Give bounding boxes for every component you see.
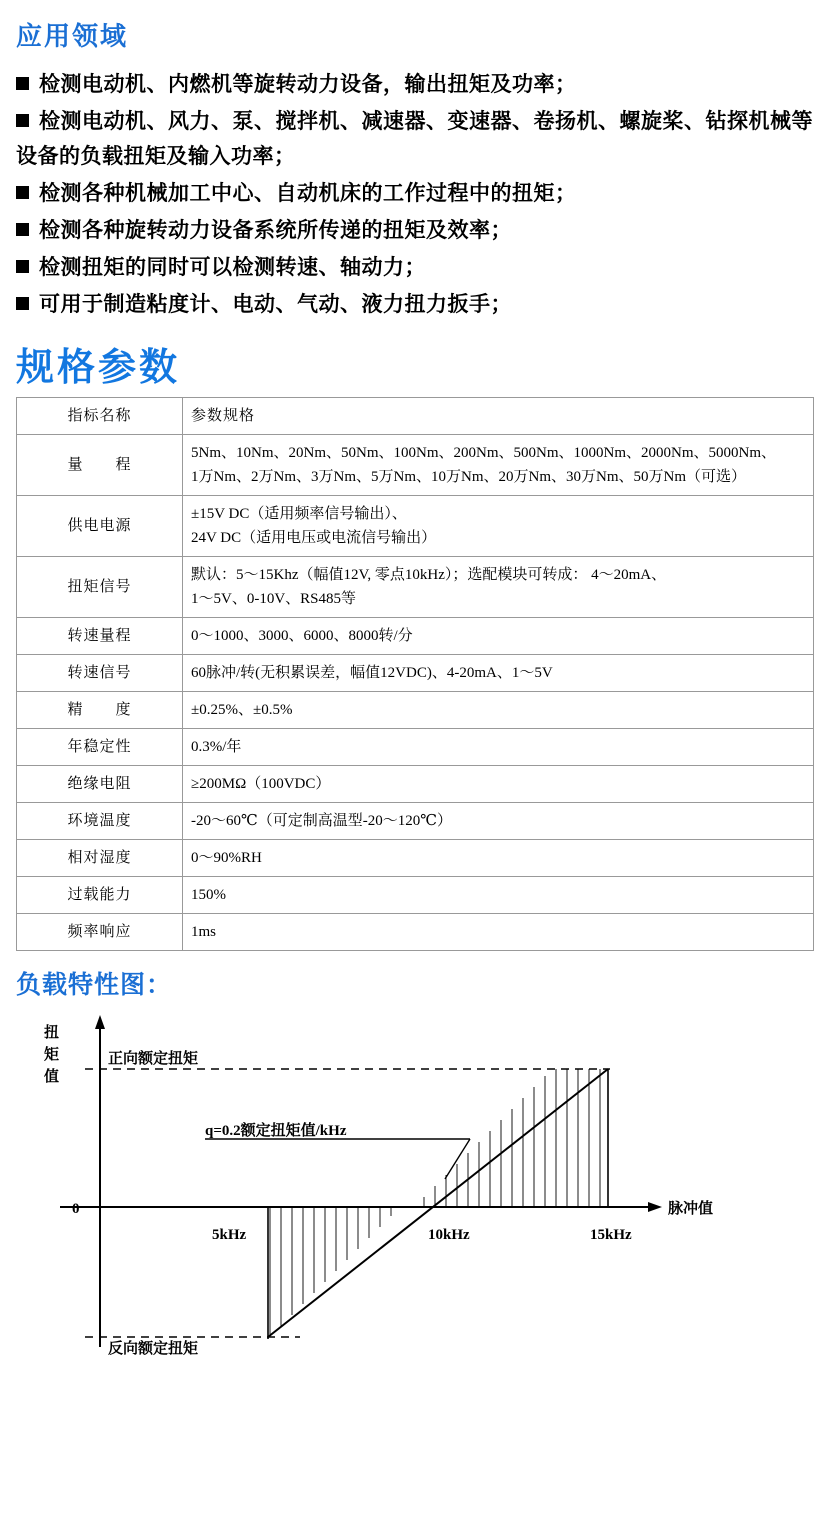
list-item bbox=[16, 213, 814, 248]
spec-table bbox=[16, 397, 814, 951]
x-axis-label: 脉冲值 bbox=[668, 1201, 714, 1217]
table-row bbox=[17, 729, 814, 766]
list-item-text: 可用于制造粘度计、电动、气动、液力扭力扳手； bbox=[39, 292, 512, 316]
x-tick-10khz: 10kHz bbox=[428, 1227, 470, 1243]
row-label: 绝缘电阻 bbox=[17, 766, 183, 803]
row-label: 相对湿度 bbox=[17, 840, 183, 877]
row-label: 环境温度 bbox=[17, 803, 183, 840]
x-tick-5khz: 5kHz bbox=[212, 1227, 247, 1243]
row-value: 150% bbox=[183, 877, 814, 914]
applications-heading: 应用领域 bbox=[16, 21, 129, 51]
row-value: 0～1000、3000、6000、8000转/分 bbox=[183, 618, 814, 655]
chart-heading: 负载特性图： bbox=[16, 971, 173, 999]
list-item bbox=[16, 104, 814, 174]
slope-annotation-label: q=0.2额定扭矩值/kHz bbox=[205, 1123, 347, 1139]
slope-annotation-pointer bbox=[445, 1139, 470, 1179]
negative-rated-torque-label: 反向额定扭矩 bbox=[108, 1341, 199, 1357]
positive-rated-torque-label: 正向额定扭矩 bbox=[108, 1051, 199, 1067]
row-value-line: 1～5V、0-10V、RS485等 bbox=[191, 591, 357, 607]
row-label: 精 度 bbox=[17, 692, 183, 729]
square-bullet-icon bbox=[16, 77, 29, 90]
row-value-line: ±15V DC（适用频率信号输出）、 bbox=[191, 506, 407, 522]
row-value: 1ms bbox=[183, 914, 814, 951]
table-row bbox=[17, 435, 814, 496]
row-label: 频率响应 bbox=[17, 914, 183, 951]
table-header-value: 参数规格 bbox=[183, 398, 814, 435]
row-value bbox=[183, 496, 814, 557]
square-bullet-icon bbox=[16, 223, 29, 236]
row-label: 转速量程 bbox=[17, 618, 183, 655]
list-item-text: 检测各种旋转动力设备系统所传递的扭矩及效率； bbox=[39, 218, 512, 242]
row-value: ±0.25%、±0.5% bbox=[183, 692, 814, 729]
row-value bbox=[183, 435, 814, 496]
row-value: -20～60℃（可定制高温型-20～120℃） bbox=[183, 803, 814, 840]
x-axis-arrow-icon bbox=[648, 1202, 662, 1212]
row-value-line: 1万Nm、2万Nm、3万Nm、5万Nm、10万Nm、20万Nm、30万Nm、50万Nm（可选） bbox=[191, 469, 747, 485]
row-label: 年稳定性 bbox=[17, 729, 183, 766]
list-item bbox=[16, 176, 814, 211]
spec-table-wrapper bbox=[16, 397, 814, 951]
list-item bbox=[16, 250, 814, 285]
row-value: 60脉冲/转(无积累误差，幅值12VDC)、4-20mA、1～5V bbox=[183, 655, 814, 692]
list-item bbox=[16, 67, 814, 102]
row-value bbox=[183, 557, 814, 618]
table-row bbox=[17, 766, 814, 803]
row-value: ≥200MΩ（100VDC） bbox=[183, 766, 814, 803]
row-value: 0.3%/年 bbox=[183, 729, 814, 766]
list-item-text: 检测各种机械加工中心、自动机床的工作过程中的扭矩； bbox=[39, 181, 577, 205]
table-row bbox=[17, 692, 814, 729]
table-row bbox=[17, 877, 814, 914]
applications-list bbox=[16, 67, 814, 322]
row-label: 转速信号 bbox=[17, 655, 183, 692]
y-axis-arrow-icon bbox=[95, 1015, 105, 1029]
y-axis-label-char1: 扭 bbox=[44, 1025, 60, 1041]
table-header-row bbox=[17, 398, 814, 435]
row-value: 0～90%RH bbox=[183, 840, 814, 877]
list-item-text: 检测电动机、风力、泵、搅拌机、减速器、变速器、卷扬机、螺旋桨、钻探机械等设备的负载扭矩及输入功率； bbox=[16, 109, 813, 168]
y-axis-label-char2: 矩 bbox=[44, 1047, 60, 1063]
list-item bbox=[16, 287, 814, 322]
row-value-line: 24V DC（适用电压或电流信号输出） bbox=[191, 530, 437, 546]
origin-label: 0 bbox=[72, 1201, 80, 1217]
square-bullet-icon bbox=[16, 297, 29, 310]
x-tick-15khz: 15kHz bbox=[590, 1227, 632, 1243]
load-characteristic-chart bbox=[0, 1007, 830, 1407]
table-row bbox=[17, 496, 814, 557]
row-value-line: 5Nm、10Nm、20Nm、50Nm、100Nm、200Nm、500Nm、1000Nm、2000Nm、5000Nm、 bbox=[191, 445, 777, 461]
table-header-name: 指标名称 bbox=[17, 398, 183, 435]
table-row bbox=[17, 557, 814, 618]
square-bullet-icon bbox=[16, 260, 29, 273]
row-value-line: 默认：5～15Khz（幅值12V, 零点10kHz）；选配模块可转成： 4～20mA、 bbox=[191, 567, 667, 583]
table-row bbox=[17, 655, 814, 692]
torque-frequency-line bbox=[268, 1069, 608, 1337]
row-label: 供电电源 bbox=[17, 496, 183, 557]
table-row bbox=[17, 914, 814, 951]
product-spec-page bbox=[0, 16, 830, 1407]
spec-heading: 规格参数 bbox=[16, 347, 181, 389]
load-chart-svg bbox=[0, 1007, 830, 1407]
square-bullet-icon bbox=[16, 114, 29, 127]
square-bullet-icon bbox=[16, 186, 29, 199]
table-row bbox=[17, 803, 814, 840]
row-label: 扭矩信号 bbox=[17, 557, 183, 618]
list-item-text: 检测扭矩的同时可以检测转速、轴动力； bbox=[39, 255, 426, 279]
table-row bbox=[17, 840, 814, 877]
list-item-text: 检测电动机、内燃机等旋转动力设备，输出扭矩及功率； bbox=[39, 72, 577, 96]
y-axis-label-char3: 值 bbox=[44, 1069, 60, 1085]
row-label: 量 程 bbox=[17, 435, 183, 496]
row-label: 过载能力 bbox=[17, 877, 183, 914]
table-row bbox=[17, 618, 814, 655]
